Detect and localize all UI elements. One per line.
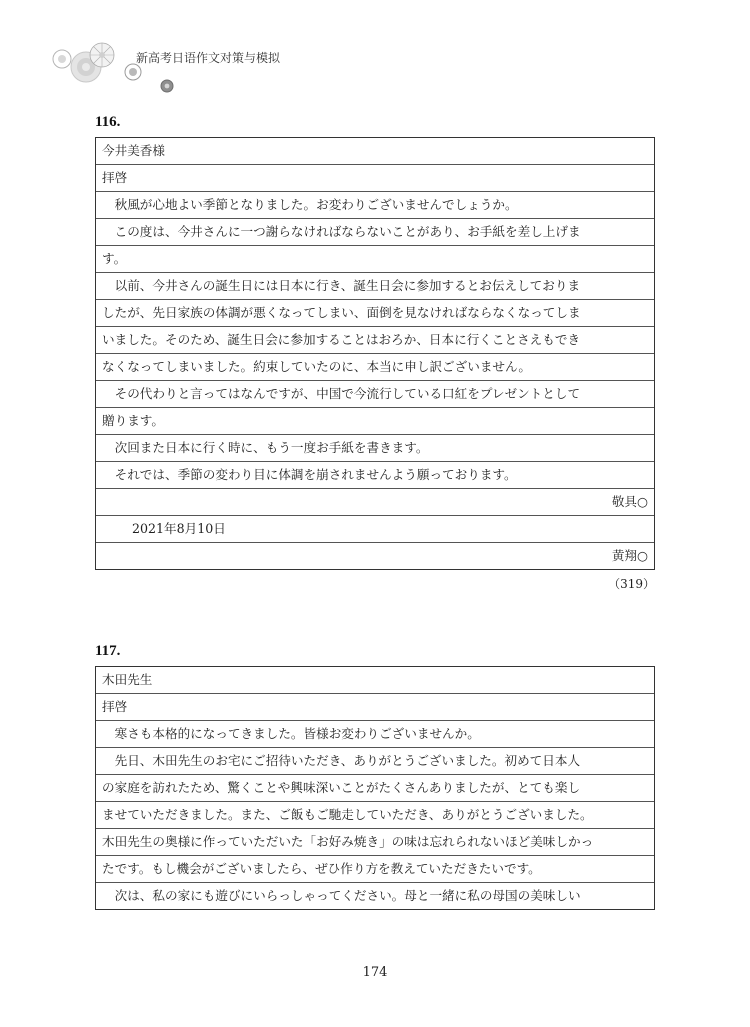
body-line: なくなってしまいました。約束していたのに、本当に申し訳ございません。 <box>96 353 654 380</box>
opening-greeting-line: 拝啓 <box>96 693 654 720</box>
closing-line: 敬具○ <box>96 488 654 515</box>
body-line: す。 <box>96 245 654 272</box>
signature-line: 黄翔○ <box>96 542 654 569</box>
body-line: それでは、季節の変わり目に体調を崩されませんよう願っております。 <box>96 461 654 488</box>
body-line: したが、先日家族の体調が悪くなってしまい、面倒を見なければならなくなってしま <box>96 299 654 326</box>
body-line: 秋風が心地よい季節となりました。お変わりございませんでしょうか。 <box>96 191 654 218</box>
essay-section-116 <box>95 113 655 592</box>
manuscript-grid <box>95 666 655 910</box>
body-line: 寒さも本格的になってきました。皆様お変わりございませんか。 <box>96 720 654 747</box>
page-number: 174 <box>362 965 388 980</box>
body-line: いました。そのため、誕生日会に参加することはおろか、日本に行くことさえもでき <box>96 326 654 353</box>
body-line: ませていただきました。また、ご飯もご馳走していただき、ありがとうございました。 <box>96 801 654 828</box>
salutation-line: 木田先生 <box>102 672 153 687</box>
manuscript-grid <box>95 137 655 570</box>
body-line: 次は、私の家にも遊びにいらっしゃってください。母と一緒に私の母国の美味しい <box>96 882 654 909</box>
body-line: 次回また日本に行く時に、もう一度お手紙を書きます。 <box>96 434 654 461</box>
body-line: 贈ります。 <box>96 407 654 434</box>
body-line: たです。もし機会がございましたら、ぜひ作り方を教えていただきたいです。 <box>96 855 654 882</box>
body-line: の家庭を訪れたため、驚くことや興味深いことがたくさんありましたが、とても楽し <box>96 774 654 801</box>
running-header-title: 新高考日语作文对策与模拟 <box>136 51 281 65</box>
opening-greeting-line: 拝啓 <box>96 164 654 191</box>
body-line: その代わりと言ってはなんですが、中国で今流行している口紅をプレゼントとして <box>96 380 654 407</box>
character-count: （319） <box>608 577 655 591</box>
date-line: 2021年8月10日 <box>96 515 654 542</box>
essay-section-117 <box>95 642 655 910</box>
body-line: 以前、今井さんの誕生日には日本に行き、誕生日会に参加するとお伝えしておりま <box>96 272 654 299</box>
salutation-line: 今井美香様 <box>102 143 165 158</box>
section-number: 117. <box>95 643 121 659</box>
body-line: 先日、木田先生のお宅にご招待いただき、ありがとうございました。初めて日本人 <box>96 747 654 774</box>
section-number: 116. <box>95 114 121 130</box>
body-line: この度は、今井さんに一つ謝らなければならないことがあり、お手紙を差し上げま <box>96 218 654 245</box>
body-line: 木田先生の奥様に作っていただいた「お好み焼き」の味は忘れられないほど美味しかっ <box>96 828 654 855</box>
